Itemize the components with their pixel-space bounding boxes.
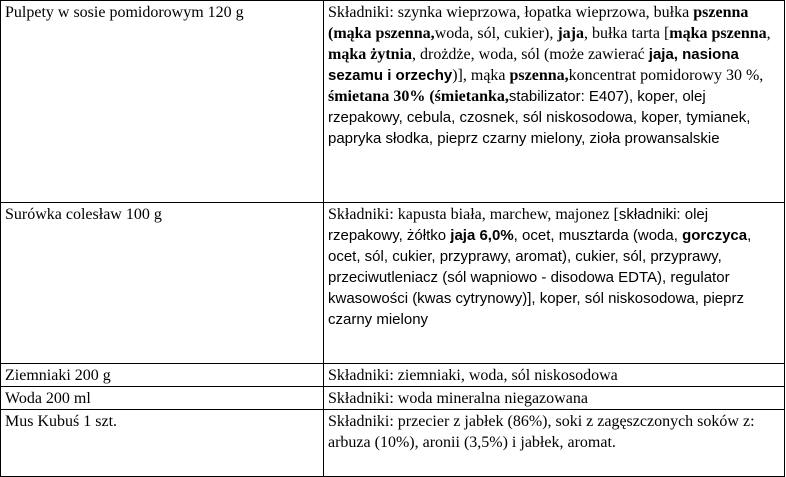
ingredient-text: stabilizator: E407), koper, olej rzepakowy, cebula, czosnek, sól niskosodowa, koper, tymianek, papryka słodka, pieprz czarny mielony, zioła prowansalskie bbox=[328, 88, 751, 147]
ingredients-cell bbox=[324, 387, 785, 410]
ingredient-text: , ocet, sól, cukier, przyprawy, aromat), cukier, sól, przyprawy, przeciwutleniacz (sól wapniowo - disodowa EDTA), regulator kwasowości (kwas cytrynowy)], koper, sól niskosodowa, pieprz czarny mielony bbox=[328, 227, 752, 328]
ingredient-text: Składniki: kapusta biała, marchew, majonez [ bbox=[328, 206, 619, 223]
table-row bbox=[1, 203, 785, 364]
ingredient-text: , ocet, musztarda (woda, bbox=[513, 227, 683, 244]
dish-name-cell: Ziemniaki 200 g bbox=[1, 364, 324, 387]
ingredient-text: )], mąka bbox=[452, 67, 510, 84]
ingredient-text: koncentrat pomidorowy 30 %, bbox=[568, 67, 764, 84]
ingredients-text bbox=[328, 411, 780, 453]
ingredients-text bbox=[328, 388, 780, 409]
table-row bbox=[1, 410, 785, 477]
allergen-text: śmietana 30% (śmietanka, bbox=[328, 88, 509, 105]
allergen-text: jaja, nasiona sezamu i orzechy bbox=[328, 46, 739, 84]
ingredient-text: Składniki: ziemniaki, woda, sól niskosodowa bbox=[328, 367, 618, 384]
ingredient-text: Składniki: szynka wieprzowa, łopatka wieprzowa, bułka bbox=[328, 4, 694, 21]
ingredients-cell bbox=[324, 1, 785, 203]
ingredient-text: , bułka tarta [ bbox=[583, 25, 670, 42]
dish-name-cell: Surówka colesław 100 g bbox=[1, 203, 324, 364]
table-row bbox=[1, 364, 785, 387]
allergen-text: jaja 6,0% bbox=[450, 227, 514, 244]
ingredient-text: Składniki: przecier z jabłek (86%), soki z zagęszczonych soków z: arbuza (10%), aronii (3,5%) i jabłek, aromat. bbox=[328, 413, 755, 451]
table-row bbox=[1, 387, 785, 410]
dish-name-cell: Mus Kubuś 1 szt. bbox=[1, 410, 324, 477]
ingredient-text: , bbox=[766, 25, 771, 42]
ingredients-text bbox=[328, 365, 780, 386]
ingredient-text: , drożdże, woda, sól (może zawierać bbox=[412, 46, 649, 63]
ingredients-cell bbox=[324, 203, 785, 364]
ingredients-cell bbox=[324, 410, 785, 477]
ingredients-text bbox=[328, 204, 780, 330]
allergen-text: pszenna, bbox=[509, 67, 569, 84]
ingredients-text bbox=[328, 2, 780, 149]
dish-name-cell: Pulpety w sosie pomidorowym 120 g bbox=[1, 1, 324, 203]
table-body bbox=[1, 1, 785, 477]
allergen-text: mąka żytnia bbox=[328, 46, 412, 63]
allergen-text: jaja bbox=[557, 25, 584, 42]
ingredient-text: Składniki: woda mineralna niegazowana bbox=[328, 390, 588, 407]
allergen-text: pszenna (mąka pszenna, bbox=[328, 4, 749, 42]
dish-name-cell: Woda 200 ml bbox=[1, 387, 324, 410]
ingredients-cell bbox=[324, 364, 785, 387]
allergen-text: mąka pszenna bbox=[669, 25, 767, 42]
allergen-text: gorczyca bbox=[682, 227, 748, 244]
ingredient-text: składniki: olej rzepakowy, żółtko bbox=[328, 206, 709, 244]
ingredient-text: woda, sól, cukier), bbox=[434, 25, 558, 42]
table-row bbox=[1, 1, 785, 203]
